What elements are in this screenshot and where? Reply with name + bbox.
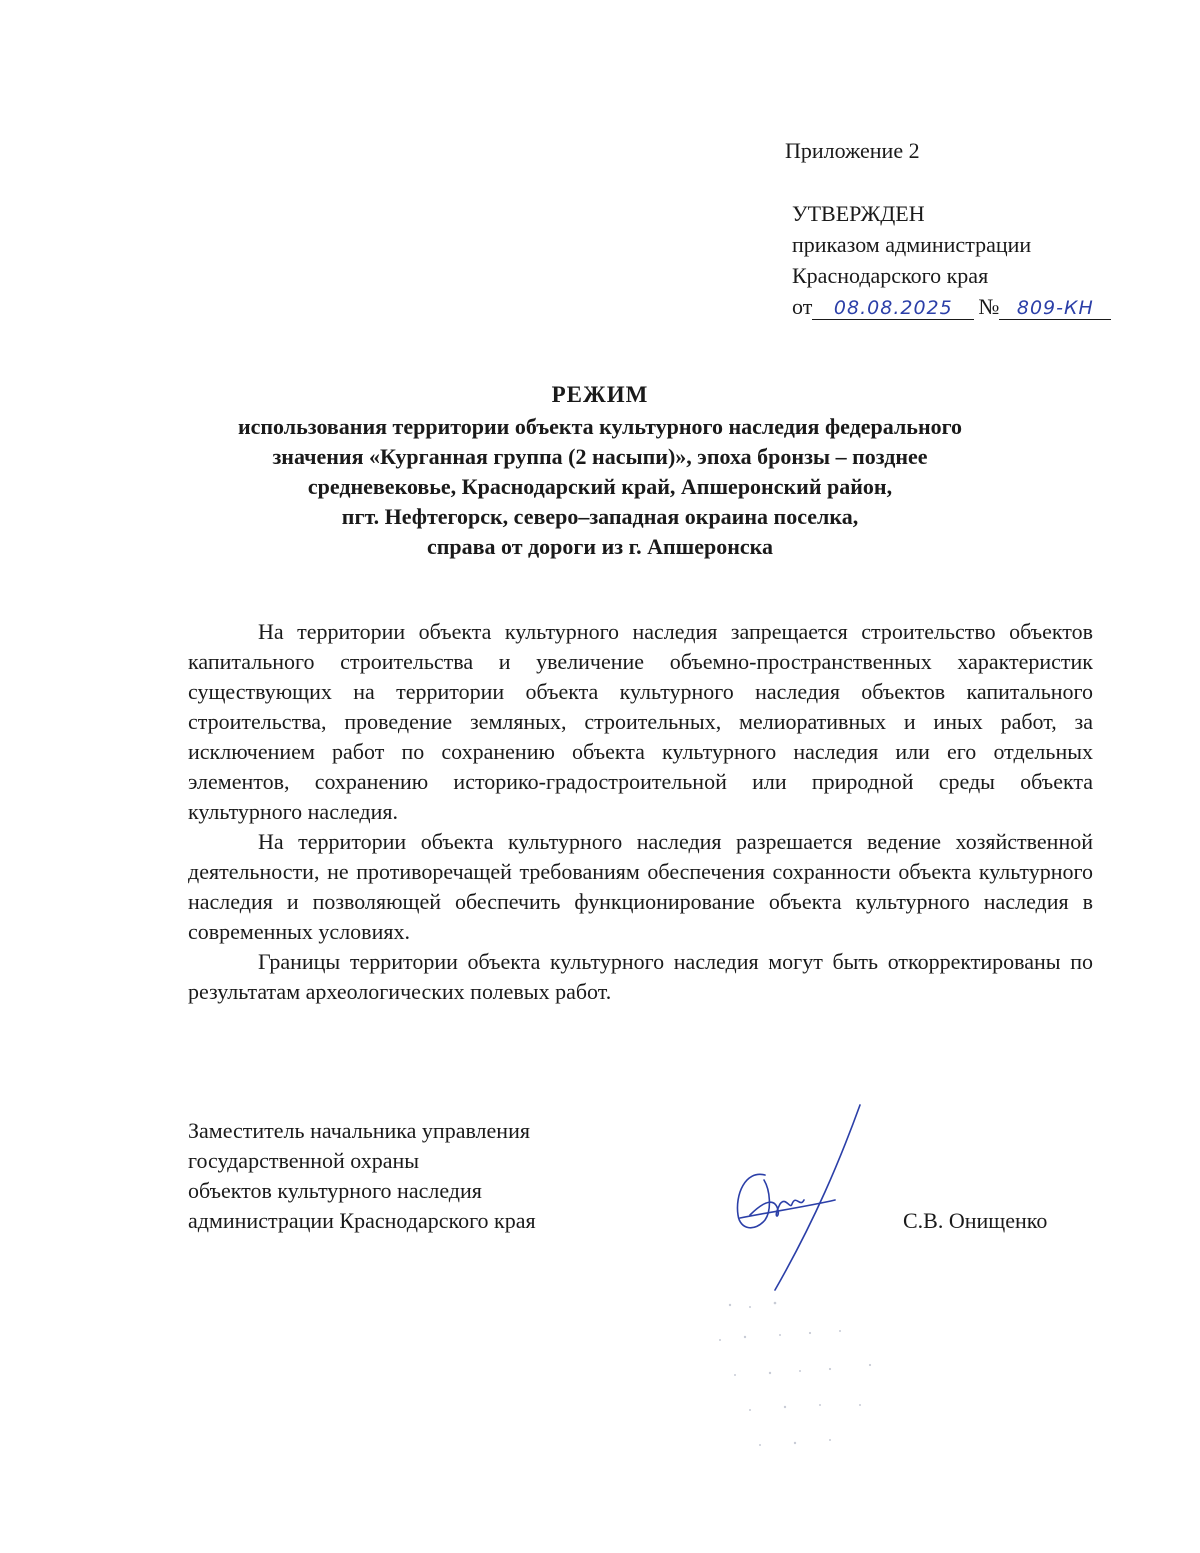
approval-date-handwritten: 08.08.2025 [812, 297, 974, 320]
body-paragraph: Границы территории объекта культурного наследия могут быть откорректированы по результатам археологических полевых работ. [188, 949, 1093, 1004]
title-line: средневековье, Краснодарский край, Апшеронский район, [307, 474, 893, 499]
signatory-position [188, 1116, 536, 1236]
title-line: использования территории объекта культурного наследия федерального [237, 414, 963, 439]
title-line: пгт. Нефтегорск, северо–западная окраина поселка, [341, 504, 859, 529]
approval-status: УТВЕРЖДЕН [792, 201, 925, 226]
number-prefix: № [978, 294, 1000, 319]
document-title [150, 380, 1050, 562]
body-paragraph: На территории объекта культурного наследия разрешается ведение хозяйственной деятельности, не противоречащей требованиям обеспечения сохранности объекта культурного наследия и позволяющей обеспечить функционирование объекта культурного наследия в современных условиях. [188, 829, 1093, 944]
approval-by-line-2: Краснодарского края [792, 263, 989, 288]
title-line: значения «Курганная группа (2 насыпи)», эпоха бронзы – позднее [272, 444, 928, 469]
appendix-label: Приложение 2 [785, 138, 920, 163]
approval-block [792, 198, 1111, 322]
title-line: справа от дороги из г. Апшеронска [426, 534, 774, 559]
signatory-name: С.В. Онищенко [903, 1208, 1048, 1233]
approval-number-handwritten: 809-КН [999, 297, 1111, 320]
date-prefix: от [792, 294, 813, 319]
document-body [188, 617, 1093, 1007]
position-line: Заместитель начальника управления [188, 1118, 530, 1143]
body-paragraph: На территории объекта культурного наследия запрещается строительство объектов капитального строительства и увеличение объемно-пространственных характеристик существующих на территории объекта культурного наследия объектов капитального строительства, проведение земляных, строительных, мелиоративных и иных работ, за исключением работ по сохранению объекта культурного наследия или его отдельных элементов, сохранению историко-градостроительной или природной среды объекта культурного наследия. [188, 619, 1093, 824]
handwritten-signature [720, 1100, 870, 1300]
approval-date-line [792, 291, 1111, 322]
position-line: администрации Краснодарского края [188, 1208, 536, 1233]
position-line: государственной охраны [188, 1148, 420, 1173]
position-line: объектов культурного наследия [188, 1178, 482, 1203]
approval-by-line-1: приказом администрации [792, 232, 1032, 257]
title-main: РЕЖИМ [551, 382, 649, 407]
faded-stamp-mark [690, 1285, 920, 1465]
